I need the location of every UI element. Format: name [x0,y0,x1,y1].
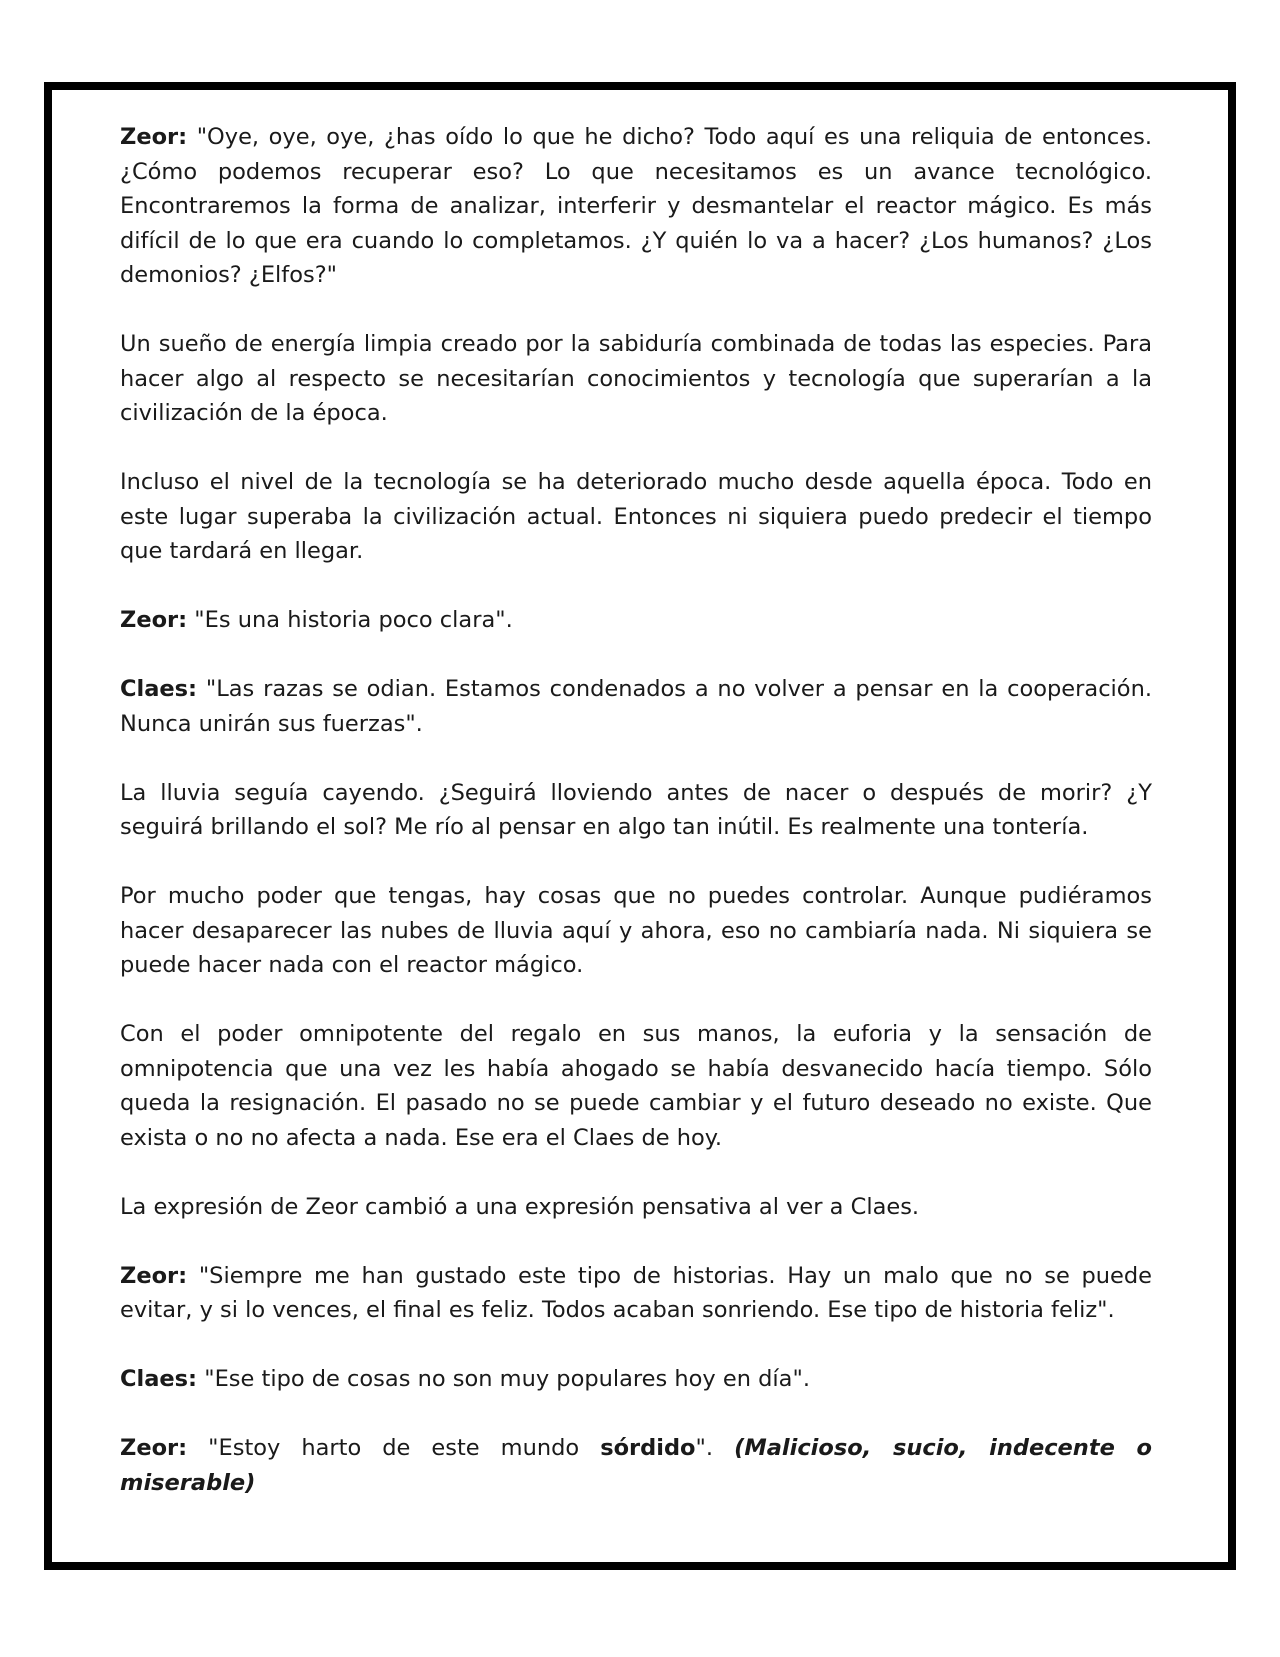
dialogue-paragraph [120,603,1152,638]
narration-paragraph [120,465,1152,569]
speaker-label: Zeor: [120,1262,188,1289]
paragraph-text: Un sueño de energía limpia creado por la sabiduría combinada de todas las especies. Para hacer algo al respecto se necesitarían conocimientos y tecnología que superarían a la civilización de la época. [120,331,1152,426]
dialogue-paragraph [120,1259,1152,1328]
emphasized-word: sórdido [600,1435,696,1461]
word-gloss: (Malicioso, sucio, indecente o miserable) [120,1435,1153,1496]
paragraph-text: Con el poder omnipotente del regalo en sus manos, la euforia y la sensación de omnipotencia que una vez les había ahogado se había desvanecido hacía tiempo. Sólo queda la resignación. El pasado no se puede cambiar y el futuro deseado no existe. Que exista o no no afecta a nada. Ese era el Claes de hoy. [120,1021,1152,1151]
document-body [120,120,1152,1535]
paragraph-text: "Oye, oye, oye, ¿has oído lo que he dicho? Todo aquí es una reliquia de entonces. ¿Cómo podemos recuperar eso? Lo que necesitamos es un avance tecnológico. Encontraremos la forma de analizar, interferir y desmantelar el reactor mágico. Es más difícil de lo que era cuando lo completamos. ¿Y quién lo va a hacer? ¿Los humanos? ¿Los demonios? ¿Elfos?" [120,124,1152,288]
paragraph-text: La lluvia seguía cayendo. ¿Seguirá lloviendo antes de nacer o después de morir? ¿Y seguirá brillando el sol? Me río al pensar en algo tan inútil. Es realmente una tontería. [120,779,1152,840]
dialogue-paragraph [120,1431,1152,1500]
speaker-label: Claes: [120,676,198,702]
speaker-label: Claes: [120,1366,198,1392]
paragraph-text: La expresión de Zeor cambió a una expresión pensativa al ver a Claes. [120,1193,920,1220]
narration-paragraph [120,327,1152,431]
dialogue-paragraph [120,672,1152,741]
paragraph-text: "Siempre me han gustado este tipo de historias. Hay un malo que no se puede evitar, y si lo vences, el final es feliz. Todos acaban sonriendo. Ese tipo de historia feliz". [120,1262,1152,1323]
paragraph-text: Incluso el nivel de la tecnología se ha deteriorado mucho desde aquella época. Todo en este lugar superaba la civilización actual. Entonces ni siquiera puedo predecir el tiempo que tardará en llegar. [120,469,1152,564]
paragraph-text: "Ese tipo de cosas no son muy populares hoy en día". [197,1366,810,1392]
paragraph-text: Por mucho poder que tengas, hay cosas que no puedes controlar. Aunque pudiéramos hacer desaparecer las nubes de lluvia aquí y ahora, eso no cambiaría nada. Ni siquiera se puede hacer nada con el reactor mágico. [120,883,1152,978]
narration-paragraph [120,776,1152,845]
speaker-label: Zeor: [120,1435,188,1461]
dialogue-paragraph [120,1362,1152,1397]
narration-paragraph [120,1190,1152,1225]
narration-paragraph [120,1017,1152,1155]
paragraph-text: "Es una historia poco clara". [187,607,513,633]
paragraph-text: "Estoy harto de este mundo [187,1435,601,1461]
paragraph-text: "Las razas se odian. Estamos condenados a no volver a pensar en la cooperación. Nunca unirán sus fuerzas". [120,676,1152,737]
paragraph-text: ". [695,1435,735,1461]
speaker-label: Zeor: [120,124,188,150]
speaker-label: Zeor: [120,607,188,633]
dialogue-paragraph [120,120,1152,293]
narration-paragraph [120,879,1152,983]
